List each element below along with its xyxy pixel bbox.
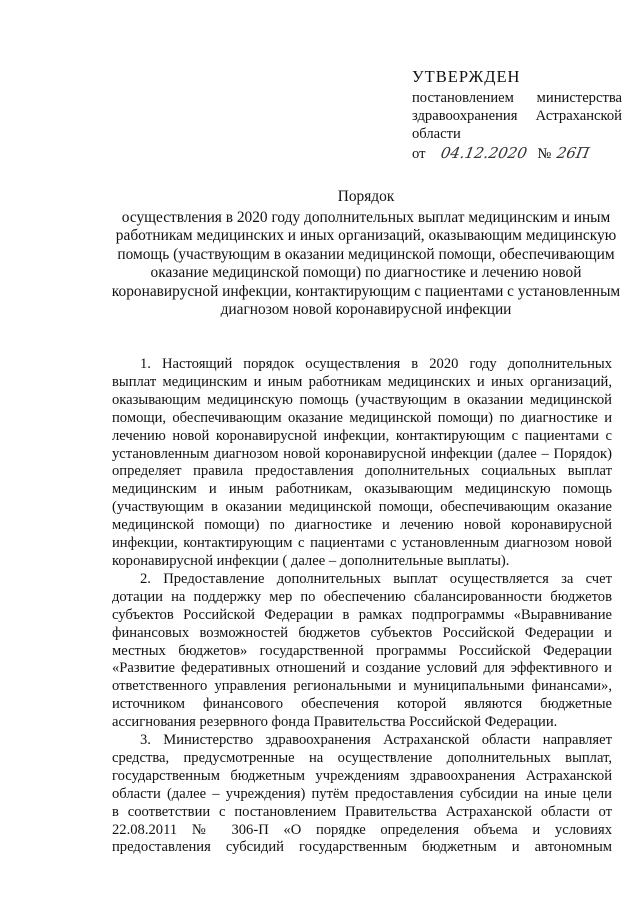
paragraph-3	[112, 732, 612, 857]
text-line: государственным бюджетным учреждениям здравоохранения Астраханской	[112, 767, 612, 784]
paragraph-2	[112, 571, 612, 732]
text-line: помощи, обеспечивающим оказание медицинской помощи) по диагностике и	[112, 409, 612, 426]
document-body	[112, 356, 612, 857]
text-line: области (далее – учреждения) путём предоставления субсидии на иные цели	[112, 785, 612, 802]
text-line: ассигнования резервного фонда Правительства Российской Федерации.	[112, 714, 558, 731]
text-line: 3. Министерство здравоохранения Астраханской области направляет	[140, 732, 612, 749]
text-line: в соответствии с постановлением Правительства Астраханской области от	[112, 803, 612, 820]
text-line: 2. Предоставление дополнительных выплат осуществляется за счет	[140, 570, 612, 587]
text-line: медицинской помощи) по диагностике и лечению новой коронавирусной	[112, 517, 612, 534]
number-prefix: №	[537, 146, 552, 162]
text-line: инфекции, контактирующим с пациентами с установленным диагнозом новой	[112, 535, 612, 552]
title-line: работникам медицинских и иных организаций, оказывающим медицинскую	[115, 227, 617, 244]
title-heading: Порядок	[337, 188, 395, 205]
text-line: субъектов Российской Федерации в рамках подпрограммы «Выравнивание	[112, 606, 612, 623]
text-line: лечению новой коронавирусной инфекции, контактирующим с пациентами с	[112, 427, 612, 444]
text-line: 1. Настоящий порядок осуществления в 2020 году дополнительных	[140, 356, 612, 372]
text-line: 22.08.2011 № 306-П «О порядке определения объема и условиях	[112, 821, 612, 838]
text-line: коронавирусной инфекции ( далее – дополнительные выплаты).	[112, 552, 510, 569]
handwritten-number: 26П	[555, 144, 592, 162]
approval-heading: УТВЕРЖДЕН	[412, 67, 521, 86]
title-line: осуществления в 2020 году дополнительных выплат медицинским и иным	[121, 208, 611, 226]
text-line: дотации на поддержку мер по обеспечению сбалансированности бюджетов	[112, 588, 612, 605]
title-line: коронавирусной инфекции, контактирующим с пациентами с установленным	[111, 282, 621, 300]
text-line: местных бюджетов» государственной программы Российской Федерации	[112, 642, 612, 659]
text-line: выплат медицинским и иным работникам медицинских и иных организаций,	[112, 373, 612, 390]
text-line: медицинским и иным работникам, оказывающим медицинскую помощь	[112, 481, 612, 498]
document-title	[110, 188, 622, 320]
title-line: помощь (участвующим в оказании медицинской помощи, обеспечивающим	[117, 245, 615, 263]
paragraph-1	[112, 356, 612, 571]
approval-line: постановлением министерства	[412, 90, 622, 106]
text-line: ответственного управления региональными и муниципальными финансами»,	[112, 678, 612, 695]
title-line: оказание медицинской помощи) по диагностике и лечению новой	[150, 264, 582, 281]
approval-block	[412, 68, 622, 163]
text-line: (участвующим в оказании медицинской помощи, обеспечивающим оказание	[112, 499, 612, 516]
approval-line: области	[412, 126, 461, 142]
text-line: источником финансового обеспечения которой являются бюджетные	[112, 696, 612, 713]
text-line: предоставления субсидий государственным бюджетным и автономным	[112, 839, 612, 856]
text-line: финансовых возможностей бюджетов субъектов Российской Федерации и	[112, 624, 612, 641]
text-line: оказывающим медицинскую помощь (участвующим в оказании медицинской	[112, 391, 612, 408]
date-prefix: от	[412, 146, 426, 162]
approval-date-line	[412, 144, 622, 163]
handwritten-date: 04.12.2020	[439, 144, 529, 162]
approval-line: здравоохранения Астраханской	[412, 108, 622, 124]
text-line: установленным диагнозом новой коронавирусной инфекции (далее – Порядок)	[112, 445, 612, 462]
text-line: средства, предусмотренные на осуществление дополнительных выплат,	[112, 749, 612, 766]
text-line: определяет правила предоставления дополнительных социальных выплат	[112, 463, 612, 480]
title-line: диагнозом новой коронавирусной инфекции	[220, 301, 512, 318]
text-line: «Развитие федеративных отношений и создание условий для эффективного и	[112, 660, 612, 677]
